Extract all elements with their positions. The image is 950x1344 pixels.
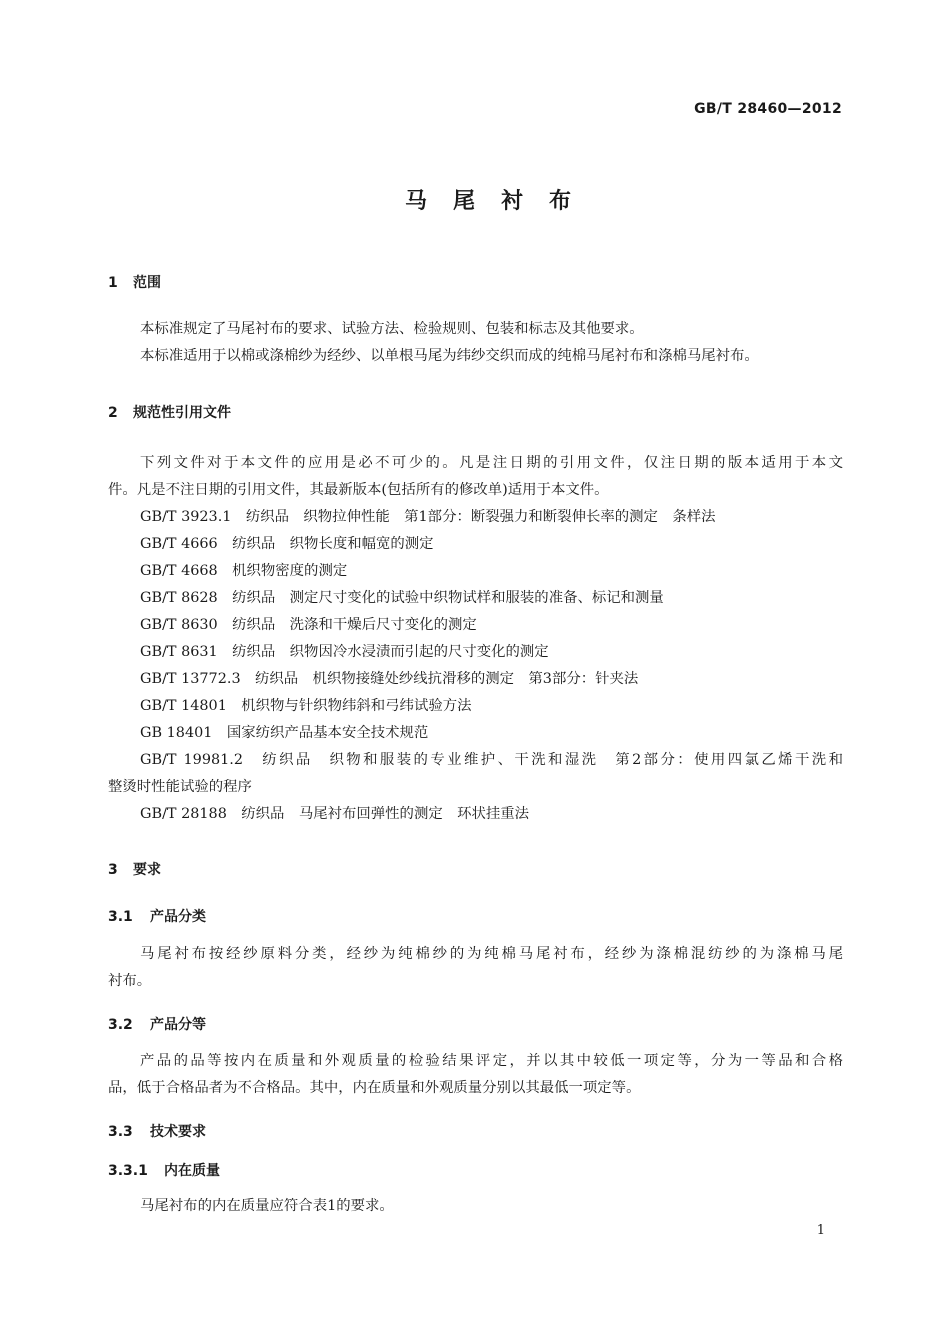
paragraph: 马尾衬布的内在质量应符合表1的要求。 xyxy=(140,1198,394,1214)
paragraph: 本标准规定了马尾衬布的要求、试验方法、检验规则、包装和标志及其他要求。 xyxy=(140,321,644,337)
subsection-3-2-heading xyxy=(108,1014,206,1034)
paragraph: 马尾衬布按经纱原料分类，经纱为纯棉纱的为纯棉马尾衬布，经纱为涤棉混纺纱的为涤棉马尾 xyxy=(140,946,843,962)
paragraph: 本标准适用于以棉或涤棉纱为经纱、以单根马尾为纬纱交织而成的纯棉马尾衬布和涤棉马尾衬布。 xyxy=(140,348,759,364)
reference-item: GB/T 28188 纺织品 马尾衬布回弹性的测定 环状挂重法 xyxy=(140,806,530,822)
section-number: 3.2 xyxy=(108,1017,133,1033)
section-title: 产品分类 xyxy=(150,909,206,925)
reference-item: GB 18401 国家纺织产品基本安全技术规范 xyxy=(140,725,429,741)
reference-item: GB/T 8630 纺织品 洗涤和干燥后尺寸变化的测定 xyxy=(140,617,477,633)
section-3-heading xyxy=(108,859,161,879)
reference-item: GB/T 8631 纺织品 织物因冷水浸渍而引起的尺寸变化的测定 xyxy=(140,644,549,660)
section-title: 技术要求 xyxy=(150,1124,206,1140)
section-title: 要求 xyxy=(133,862,161,878)
section-title: 产品分等 xyxy=(150,1017,206,1033)
section-number: 2 xyxy=(108,405,118,421)
section-1-heading xyxy=(108,272,161,292)
subsection-3-1-heading xyxy=(108,906,206,926)
reference-item-continued: 整烫时性能试验的程序 xyxy=(108,779,252,795)
reference-item: GB/T 3923.1 纺织品 织物拉伸性能 第1部分：断裂强力和断裂伸长率的测定 条样法 xyxy=(140,509,716,525)
reference-item: GB/T 13772.3 纺织品 机织物接缝处纱线抗滑移的测定 第3部分：针夹法 xyxy=(140,671,639,687)
section-2-heading xyxy=(108,402,231,422)
section-title: 内在质量 xyxy=(164,1163,220,1179)
document-title: 马尾衬布 xyxy=(404,189,597,214)
page-number: 1 xyxy=(816,1223,825,1238)
paragraph: 品，低于合格品者为不合格品。其中，内在质量和外观质量分别以其最低一项定等。 xyxy=(108,1080,641,1096)
subsection-3-3-1-heading xyxy=(108,1160,220,1180)
section-number: 3.1 xyxy=(108,909,133,925)
paragraph: 件。凡是不注日期的引用文件，其最新版本(包括所有的修改单)适用于本文件。 xyxy=(108,482,609,498)
standard-code: GB/T 28460—2012 xyxy=(694,101,842,117)
reference-item: GB/T 8628 纺织品 测定尺寸变化的试验中织物试样和服装的准备、标记和测量 xyxy=(140,590,664,606)
section-number: 3.3 xyxy=(108,1124,133,1140)
section-number: 1 xyxy=(108,275,118,291)
reference-item: GB/T 4666 纺织品 织物长度和幅宽的测定 xyxy=(140,536,434,552)
section-number: 3.3.1 xyxy=(108,1163,148,1179)
reference-item: GB/T 14801 机织物与针织物纬斜和弓纬试验方法 xyxy=(140,698,472,714)
paragraph: 衬布。 xyxy=(108,973,152,989)
reference-item: GB/T 19981.2 纺织品 织物和服装的专业维护、干洗和湿洗 第2部分：使用四氯乙烯干洗和 xyxy=(140,752,843,768)
section-title: 范围 xyxy=(133,275,161,291)
section-title: 规范性引用文件 xyxy=(133,405,231,421)
paragraph: 下列文件对于本文件的应用是必不可少的。凡是注日期的引用文件，仅注日期的版本适用于本文 xyxy=(140,455,843,471)
paragraph: 产品的品等按内在质量和外观质量的检验结果评定，并以其中较低一项定等，分为一等品和合格 xyxy=(140,1053,843,1069)
section-number: 3 xyxy=(108,862,118,878)
subsection-3-3-heading xyxy=(108,1121,206,1141)
reference-item: GB/T 4668 机织物密度的测定 xyxy=(140,563,348,579)
